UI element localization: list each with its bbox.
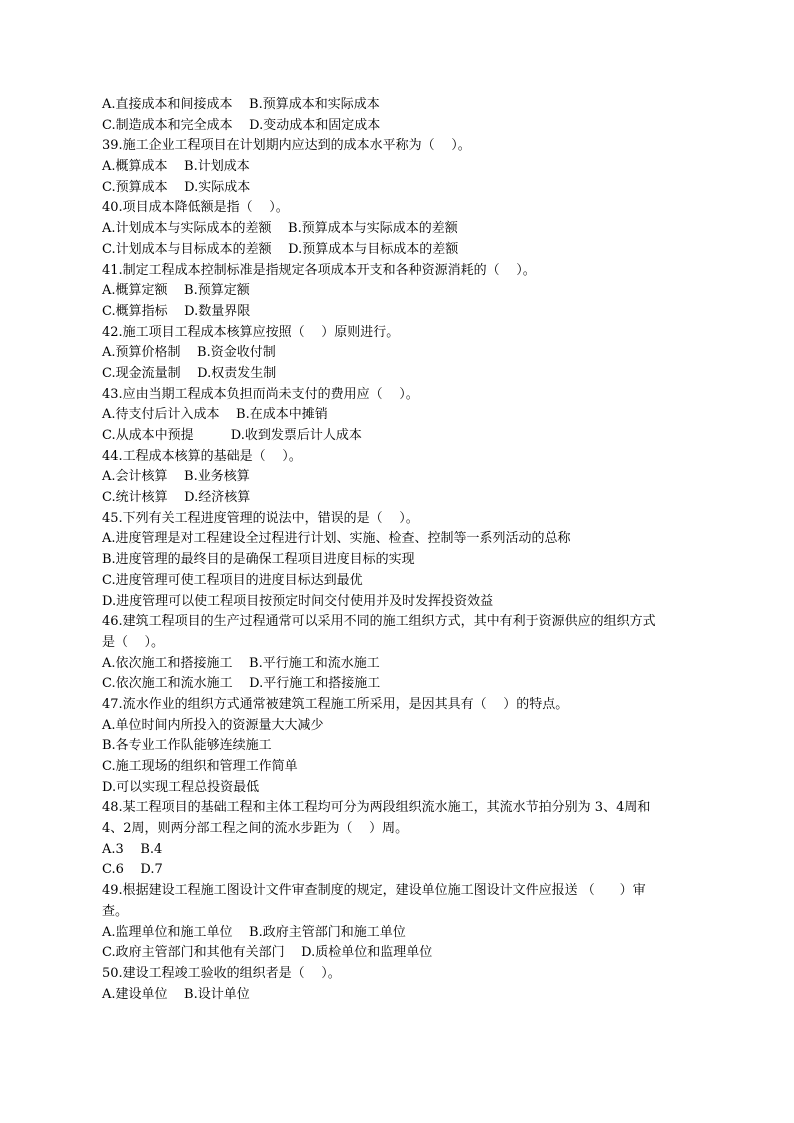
- text-line: D.进度管理可以使工程项目按预定时间交付使用并及时发挥投资效益: [102, 593, 494, 609]
- text-line: 46.建筑工程项目的生产过程通常可以采用不同的施工组织方式，其中有利于资源供应的组织方式: [102, 614, 656, 630]
- text-line: A.会计核算 B.业务核算: [102, 469, 250, 485]
- text-line: 49.根据建设工程施工图设计文件审查制度的规定，建设单位施工图设计文件应报送 （ ）审: [102, 883, 646, 899]
- text-line: A.3 B.4: [102, 841, 163, 857]
- text-line: C.政府主管部门和其他有关部门 D.质检单位和监理单位: [102, 945, 433, 961]
- text-line: C.施工现场的组织和管理工作简单: [102, 759, 298, 774]
- text-line: C.概算指标 D.数量界限: [102, 303, 251, 319]
- text-line: B.各专业工作队能够连续施工: [102, 738, 272, 754]
- text-line: C.制造成本和完全成本 D.变动成本和固定成本: [102, 117, 381, 133]
- text-line: C.统计核算 D.经济核算: [102, 490, 251, 506]
- text-line: C.现金流量制 D.权责发生制: [102, 365, 277, 381]
- text-line: 45.下列有关工程进度管理的说法中，错误的是（ ）。: [102, 510, 419, 526]
- text-line: 41.制定工程成本控制标准是指规定各项成本开支和各种资源消耗的（ ）。: [102, 262, 536, 278]
- text-line: 4、2周，则两分部工程之间的流水步距为（ ）周。: [102, 821, 409, 837]
- text-line: D.可以实现工程总投资最低: [102, 779, 260, 795]
- text-line: 48.某工程项目的基础工程和主体工程均可分为两段组织流水施工，其流水节拍分别为 3、4周和: [102, 800, 651, 816]
- text-line: C.6 D.7: [102, 862, 163, 878]
- text-line: C.计划成本与目标成本的差额 D.预算成本与目标成本的差额: [102, 241, 459, 257]
- question-text-block: [102, 95, 702, 1005]
- text-line: A.单位时间内所投入的资源量大大减少: [102, 717, 324, 733]
- text-line: 42.施工项目工程成本核算应按照（ ）原则进行。: [102, 324, 400, 340]
- text-line: C.从成本中预提 D.收到发票后计人成本: [102, 428, 362, 443]
- text-line: 39.施工企业工程项目在计划期内应达到的成本水平称为（ ）。: [102, 138, 471, 154]
- text-line: 47.流水作业的组织方式通常被建筑工程施工所采用，是因其具有（ ）的特点。: [102, 696, 569, 712]
- text-line: 50.建设工程竣工验收的组织者是（ ）。: [102, 965, 341, 981]
- text-line: A.建设单位 B.设计单位: [102, 986, 250, 1002]
- text-line: A.进度管理是对工程建设全过程进行计划、实施、检查、控制等一系列活动的总称: [102, 531, 571, 547]
- text-line: A.计划成本与实际成本的差额 B.预算成本与实际成本的差额: [102, 221, 458, 237]
- text-line: C.依次施工和流水施工 D.平行施工和搭接施工: [102, 676, 381, 692]
- text-line: A.待支付后计入成本 B.在成本中摊销: [102, 407, 328, 423]
- text-line: A.监理单位和施工单位 B.政府主管部门和施工单位: [102, 924, 406, 940]
- text-line: 43.应由当期工程成本负担而尚未支付的费用应（ ）。: [102, 386, 419, 402]
- text-line: 40.项目成本降低额是指（ ）。: [102, 200, 289, 216]
- text-line: B.进度管理的最终目的是确保工程项目进度目标的实现: [102, 552, 415, 568]
- text-line: C.进度管理可使工程项目的进度目标达到最优: [102, 572, 363, 588]
- text-line: A.预算价格制 B.资金收付制: [102, 345, 276, 361]
- text-line: A.概算定额 B.预算定额: [102, 283, 250, 299]
- text-line: 是（ ）。: [102, 634, 165, 650]
- text-line: A.直接成本和间接成本 B.预算成本和实际成本: [102, 97, 380, 112]
- text-line: 查。: [102, 903, 129, 919]
- text-line: 44.工程成本核算的基础是（ ）。: [102, 448, 302, 464]
- text-line: C.预算成本 D.实际成本: [102, 179, 251, 195]
- text-line: A.依次施工和搭接施工 B.平行施工和流水施工: [102, 655, 380, 671]
- text-line: A.概算成本 B.计划成本: [102, 159, 250, 175]
